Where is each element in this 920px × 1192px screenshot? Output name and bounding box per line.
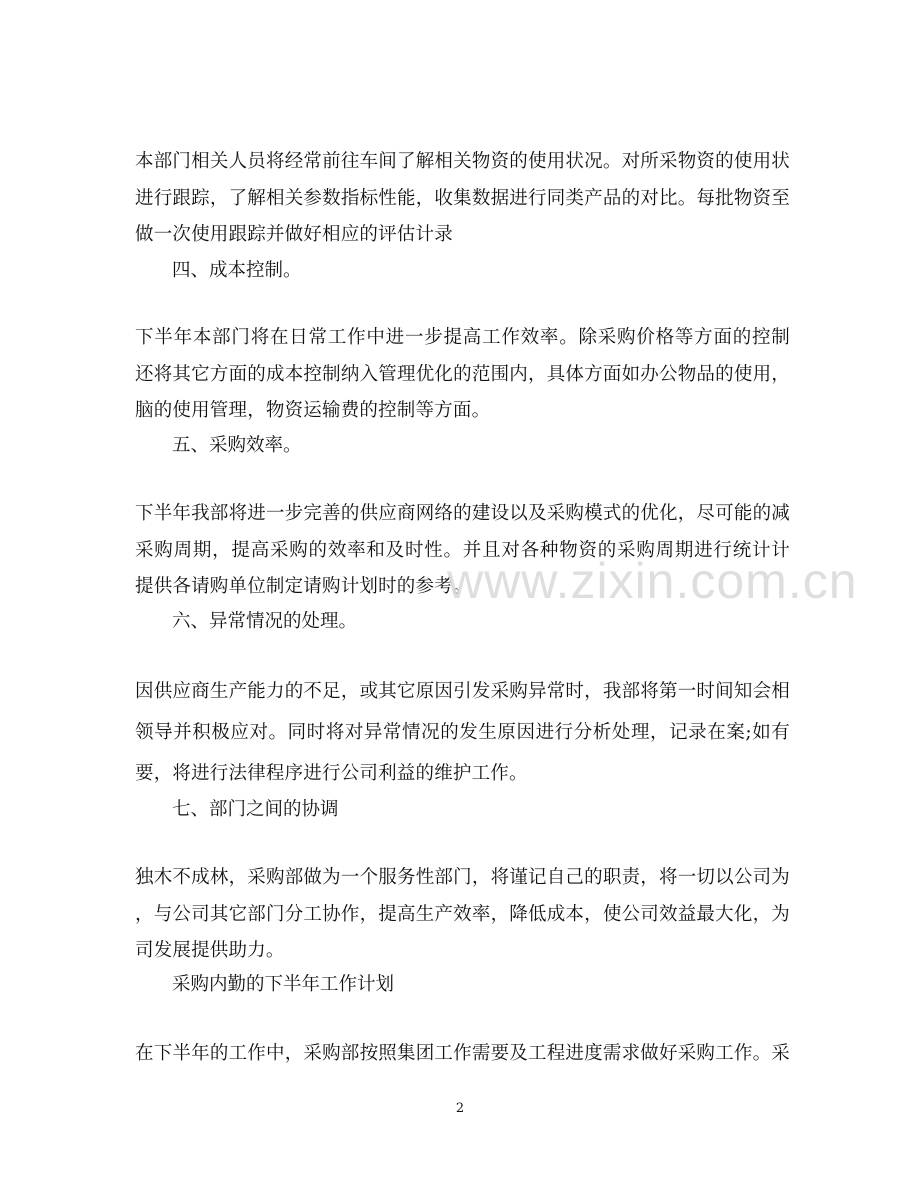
page-number: 2	[455, 1101, 465, 1116]
section-heading: 四、成本控制。	[172, 260, 302, 281]
section-heading: 六、异常情况的处理。	[172, 611, 358, 632]
paragraph-line: 还将其它方面的成本控制纳入管理优化的范围内，具体方面如办公物品的使用，	[135, 364, 790, 385]
paragraph-line: 下半年本部门将在日常工作中进一步提高工作效率。除采购价格等方面的控制	[135, 327, 790, 348]
paragraph-line: 本部门相关人员将经常前往车间了解相关物资的使用状况。对所采物资的使用状	[135, 151, 790, 172]
paragraph-line: 领导并积极应对。同时将对异常情况的发生原因进行分析处理，记录在案;如有	[135, 722, 790, 743]
paragraph-line: 在下半年的工作中，采购部按照集团工作需要及工程进度需求做好采购工作。采	[135, 1043, 790, 1064]
paragraph-line: 提供各请购单位制定请购计划时的参考。	[135, 576, 472, 597]
watermark: www.zixin.com.cn	[447, 553, 858, 609]
paragraph-line: 独木不成林，采购部做为一个服务性部门，将谨记自己的职责，将一切以公司为	[135, 867, 790, 888]
paragraph-line: 要，将进行法律程序进行公司利益的维护工作。	[135, 763, 528, 784]
paragraph-line: 下半年我部将进一步完善的供应商网络的建设以及采购模式的优化，尽可能的减	[135, 503, 790, 524]
paragraph-line: 做一次使用跟踪并做好相应的评估计录	[135, 224, 453, 245]
paragraph-line: 进行跟踪，了解相关参数指标性能，收集数据进行同类产品的对比。每批物资至	[135, 188, 790, 209]
paragraph-line: 采购周期，提高采购的效率和及时性。并且对各种物资的采购周期进行统计计	[135, 540, 790, 561]
paragraph-line: 脑的使用管理，物资运输费的控制等方面。	[135, 400, 491, 421]
section-heading: 五、采购效率。	[172, 435, 302, 456]
section-heading: 七、部门之间的协调	[172, 799, 339, 820]
section-title: 采购内勤的下半年工作计划	[172, 974, 395, 995]
paragraph-line: 司发展提供助力。	[135, 940, 285, 961]
paragraph-line: 因供应商生产能力的不足，或其它原因引发采购异常时，我部将第一时间知会相	[135, 681, 790, 702]
paragraph-line: ，与公司其它部门分工协作，提高生产效率，降低成本，使公司效益最大化，为	[135, 904, 790, 925]
